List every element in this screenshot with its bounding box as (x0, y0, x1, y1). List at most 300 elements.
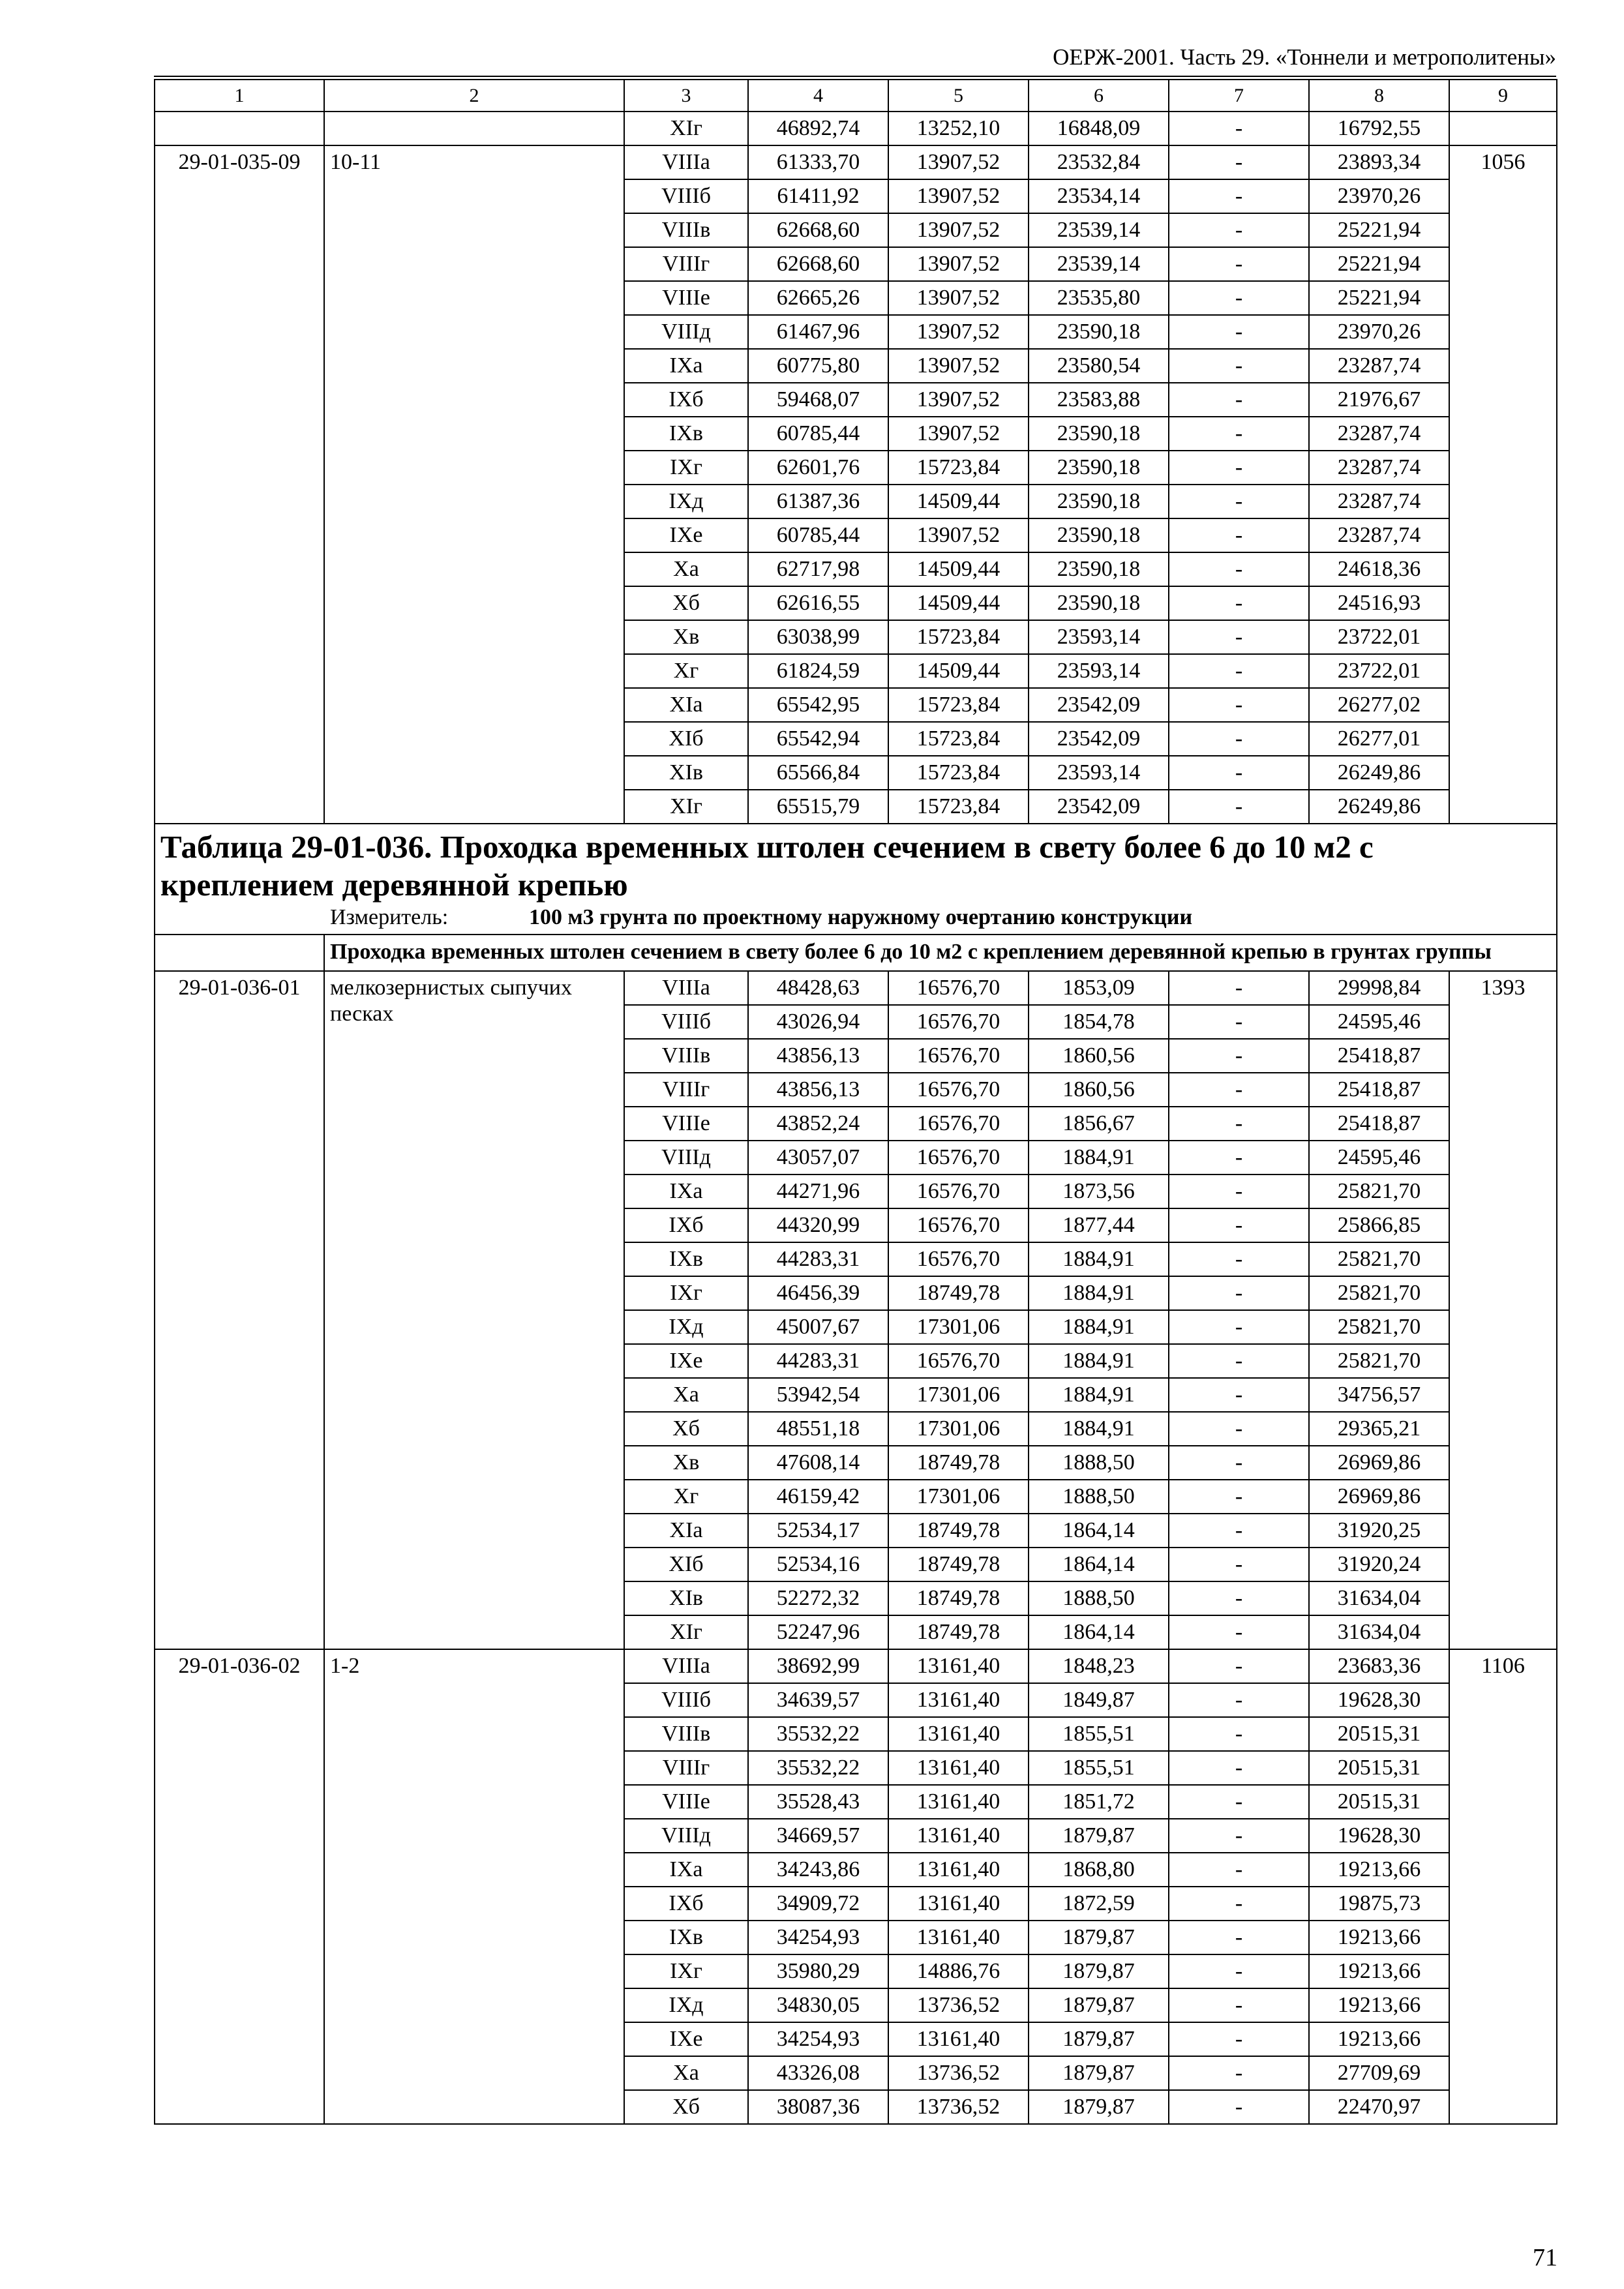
cell-c6: 23590,18 (1029, 518, 1169, 552)
cell-c8: 19213,66 (1309, 1921, 1449, 1954)
cell-c7: - (1169, 2022, 1309, 2056)
cell-c5: 13907,52 (888, 518, 1029, 552)
cell-c3: IXг (624, 1954, 748, 1988)
cell-c3: VIIIб (624, 179, 748, 213)
table-row (155, 145, 1557, 179)
cell-c5: 13907,52 (888, 247, 1029, 281)
cell-c8: 26277,01 (1309, 722, 1449, 756)
cell-c5: 18749,78 (888, 1581, 1029, 1615)
cell-c6: 1884,91 (1029, 1378, 1169, 1412)
cell-c5: 18749,78 (888, 1615, 1029, 1649)
cell-c7: - (1169, 281, 1309, 315)
cell-c6: 1879,87 (1029, 2022, 1169, 2056)
cell-c4: 34254,93 (748, 2022, 888, 2056)
cell-c7: - (1169, 1174, 1309, 1208)
cell-c8: 19213,66 (1309, 2022, 1449, 2056)
cell-c3: IXе (624, 2022, 748, 2056)
cell-c3: VIIIд (624, 1141, 748, 1174)
cell-c8: 23970,26 (1309, 179, 1449, 213)
cell-c3: VIIIб (624, 1005, 748, 1039)
cell-c5: 17301,06 (888, 1310, 1029, 1344)
cell-c6: 1860,56 (1029, 1039, 1169, 1073)
cell-c6: 23539,14 (1029, 213, 1169, 247)
cell-c4: 65515,79 (748, 790, 888, 824)
cell-c5: 13161,40 (888, 1683, 1029, 1717)
cell-c7: - (1169, 654, 1309, 688)
labor-norm: 1393 (1449, 971, 1557, 1649)
cell-c4: 43057,07 (748, 1141, 888, 1174)
cell-c7: - (1169, 722, 1309, 756)
cell-c5: 13907,52 (888, 145, 1029, 179)
cell-c8: 25866,85 (1309, 1208, 1449, 1242)
cell-c6: 1873,56 (1029, 1174, 1169, 1208)
cell-c5: 16576,70 (888, 1039, 1029, 1073)
cell-c3: VIIIд (624, 315, 748, 349)
cell-c4: 61824,59 (748, 654, 888, 688)
cell-c6: 23590,18 (1029, 485, 1169, 518)
cell-c4: 65542,94 (748, 722, 888, 756)
cell-c8: 24516,93 (1309, 586, 1449, 620)
cell-norm (1449, 112, 1557, 145)
cell-c4: 52534,16 (748, 1548, 888, 1581)
cell-c3: VIIIв (624, 1039, 748, 1073)
cell-c7: - (1169, 1141, 1309, 1174)
cell-c3: VIIIе (624, 1785, 748, 1819)
cell-c7: - (1169, 1717, 1309, 1751)
cell-c8: 19628,30 (1309, 1683, 1449, 1717)
cell-c3: Xа (624, 1378, 748, 1412)
cell-c4: 34639,57 (748, 1683, 888, 1717)
cell-c6: 1856,67 (1029, 1107, 1169, 1141)
cell-c4: 46456,39 (748, 1276, 888, 1310)
cell-c3: IXг (624, 1276, 748, 1310)
cell-c6: 1879,87 (1029, 2056, 1169, 2090)
cell-c3: VIIIг (624, 1073, 748, 1107)
cell-c7: - (1169, 315, 1309, 349)
cell-code (155, 112, 324, 145)
cell-c5: 14886,76 (888, 1954, 1029, 1988)
cell-c7: - (1169, 112, 1309, 145)
cell-c3: IXв (624, 417, 748, 451)
cell-c4: 35980,29 (748, 1954, 888, 1988)
cell-c3: IXб (624, 383, 748, 417)
cell-c3: IXв (624, 1242, 748, 1276)
rate-code: 29-01-036-01 (155, 971, 324, 1649)
cell-c4: 48551,18 (748, 1412, 888, 1446)
cell-c3: XIв (624, 1581, 748, 1615)
cell-c8: 26277,02 (1309, 688, 1449, 722)
cell-c4: 60785,44 (748, 518, 888, 552)
cell-c5: 13907,52 (888, 315, 1029, 349)
cell-c6: 1884,91 (1029, 1141, 1169, 1174)
cell-c8: 25418,87 (1309, 1039, 1449, 1073)
cell-c5: 16576,70 (888, 1242, 1029, 1276)
cell-c3: IXг (624, 451, 748, 485)
cell-c6: 1879,87 (1029, 2090, 1169, 2124)
cell-c8: 23287,74 (1309, 451, 1449, 485)
cell-c7: - (1169, 1548, 1309, 1581)
cell-c3: IXд (624, 1310, 748, 1344)
cell-c3: XIг (624, 790, 748, 824)
cell-c4: 65542,95 (748, 688, 888, 722)
cell-c7: - (1169, 620, 1309, 654)
cell-c8: 19213,66 (1309, 1988, 1449, 2022)
cell-c4: 65566,84 (748, 756, 888, 790)
cell-c7: - (1169, 552, 1309, 586)
cell-c5: 13161,40 (888, 1751, 1029, 1785)
measure-line (160, 904, 1551, 931)
cell-c7: - (1169, 1480, 1309, 1514)
cell-c7: - (1169, 2056, 1309, 2090)
cell-c6: 23542,09 (1029, 790, 1169, 824)
cell-c3: Xв (624, 620, 748, 654)
cell-c6: 23580,54 (1029, 349, 1169, 383)
table-title-cell (155, 824, 1557, 935)
cell-c6: 23590,18 (1029, 315, 1169, 349)
cell-c3: IXд (624, 485, 748, 518)
cell-c4: 34254,93 (748, 1921, 888, 1954)
cell-c4: 52534,17 (748, 1514, 888, 1548)
cell-c6: 1879,87 (1029, 1988, 1169, 2022)
column-number: 9 (1449, 80, 1557, 112)
cell-c4: 46159,42 (748, 1480, 888, 1514)
cell-c8: 25418,87 (1309, 1107, 1449, 1141)
column-number: 8 (1309, 80, 1449, 112)
cell-c3: Xг (624, 1480, 748, 1514)
cell-c3: XIв (624, 756, 748, 790)
cell-c6: 16848,09 (1029, 112, 1169, 145)
cell-c3: Xг (624, 654, 748, 688)
cell-c4: 35532,22 (748, 1717, 888, 1751)
cell-c4: 35532,22 (748, 1751, 888, 1785)
cell-c5: 16576,70 (888, 971, 1029, 1005)
cell-c6: 23535,80 (1029, 281, 1169, 315)
cell-c6: 23539,14 (1029, 247, 1169, 281)
cell-c3: XIа (624, 688, 748, 722)
cell-c5: 13161,40 (888, 1853, 1029, 1887)
cell-c4: 61467,96 (748, 315, 888, 349)
cell-c6: 23590,18 (1029, 417, 1169, 451)
cell-c6: 1879,87 (1029, 1954, 1169, 1988)
cell-c7: - (1169, 1887, 1309, 1921)
cell-c8: 23287,74 (1309, 417, 1449, 451)
cell-c5: 13907,52 (888, 383, 1029, 417)
cell-c5: 17301,06 (888, 1378, 1029, 1412)
cell-c4: 62668,60 (748, 213, 888, 247)
measure-value: 100 м3 грунта по проектному наружному очертанию конструкции (529, 905, 1193, 929)
cell-c7: - (1169, 1276, 1309, 1310)
rates-table (154, 79, 1557, 2125)
cell-c3: VIIIг (624, 1751, 748, 1785)
table-row (155, 971, 1557, 1005)
table-row (155, 112, 1557, 145)
cell-c8: 26969,86 (1309, 1480, 1449, 1514)
labor-norm: 1056 (1449, 145, 1557, 824)
cell-c6: 23532,84 (1029, 145, 1169, 179)
cell-c7: - (1169, 1853, 1309, 1887)
cell-c6: 1851,72 (1029, 1785, 1169, 1819)
cell-c8: 25821,70 (1309, 1310, 1449, 1344)
cell-c5: 13161,40 (888, 1649, 1029, 1683)
cell-c6: 1849,87 (1029, 1683, 1169, 1717)
cell-c3: VIIIе (624, 281, 748, 315)
cell-c6: 23542,09 (1029, 688, 1169, 722)
table-title: Таблица 29-01-036. Проходка временных штолен сечением в свету более 6 до 10 м2 с креплением деревянной крепью (160, 829, 1374, 903)
cell-c4: 46892,74 (748, 112, 888, 145)
cell-c3: Xв (624, 1446, 748, 1480)
cell-c7: - (1169, 179, 1309, 213)
cell-c5: 16576,70 (888, 1344, 1029, 1378)
cell-c5: 14509,44 (888, 485, 1029, 518)
cell-c8: 23287,74 (1309, 349, 1449, 383)
column-number: 5 (888, 80, 1029, 112)
cell-c7: - (1169, 451, 1309, 485)
cell-c8: 22470,97 (1309, 2090, 1449, 2124)
cell-c8: 25821,70 (1309, 1174, 1449, 1208)
cell-c4: 43856,13 (748, 1039, 888, 1073)
cell-c3: XIг (624, 112, 748, 145)
cell-c5: 15723,84 (888, 688, 1029, 722)
cell-c7: - (1169, 145, 1309, 179)
cell-c4: 52272,32 (748, 1581, 888, 1615)
cell-c3: Xа (624, 2056, 748, 2090)
cell-c3: IXа (624, 1853, 748, 1887)
cell-c3: IXе (624, 518, 748, 552)
cell-c5: 13252,10 (888, 112, 1029, 145)
cell-c5: 13907,52 (888, 417, 1029, 451)
cell-c7: - (1169, 417, 1309, 451)
measure-label: Измеритель: (330, 905, 449, 929)
cell-c4: 44283,31 (748, 1344, 888, 1378)
cell-c6: 23542,09 (1029, 722, 1169, 756)
cell-c4: 38087,36 (748, 2090, 888, 2124)
cell-c5: 13907,52 (888, 179, 1029, 213)
cell-c3: XIб (624, 1548, 748, 1581)
cell-c7: - (1169, 1819, 1309, 1853)
cell-c5: 18749,78 (888, 1276, 1029, 1310)
cell-c8: 26249,86 (1309, 790, 1449, 824)
cell-c5: 18749,78 (888, 1446, 1029, 1480)
running-header: ОЕРЖ-2001. Часть 29. «Тоннели и метрополитены» (154, 38, 1556, 77)
cell-c5: 14509,44 (888, 654, 1029, 688)
cell-c8: 26969,86 (1309, 1446, 1449, 1480)
cell-c5: 13736,52 (888, 2056, 1029, 2090)
cell-c3: VIIIа (624, 145, 748, 179)
cell-c5: 15723,84 (888, 790, 1029, 824)
table-row (155, 1649, 1557, 1683)
cell-c7: - (1169, 1615, 1309, 1649)
cell-c3: IXе (624, 1344, 748, 1378)
table-body (155, 80, 1557, 2124)
cell-c3: XIб (624, 722, 748, 756)
cell-c7: - (1169, 383, 1309, 417)
cell-c7: - (1169, 1751, 1309, 1785)
cell-c8: 24618,36 (1309, 552, 1449, 586)
cell-c4: 53942,54 (748, 1378, 888, 1412)
cell-c6: 1864,14 (1029, 1615, 1169, 1649)
cell-c8: 21976,67 (1309, 383, 1449, 417)
cell-c4: 59468,07 (748, 383, 888, 417)
cell-c7: - (1169, 1514, 1309, 1548)
cell-c7: - (1169, 1446, 1309, 1480)
cell-c3: IXд (624, 1988, 748, 2022)
cell-c8: 23683,36 (1309, 1649, 1449, 1683)
cell-c7: - (1169, 1921, 1309, 1954)
cell-c6: 1855,51 (1029, 1717, 1169, 1751)
cell-c4: 43026,94 (748, 1005, 888, 1039)
cell-c4: 43852,24 (748, 1107, 888, 1141)
rate-code: 29-01-036-02 (155, 1649, 324, 2124)
cell-c8: 20515,31 (1309, 1751, 1449, 1785)
cell-c5: 16576,70 (888, 1141, 1029, 1174)
cell-c4: 45007,67 (748, 1310, 888, 1344)
cell-c3: XIа (624, 1514, 748, 1548)
cell-c7: - (1169, 1785, 1309, 1819)
cell-c5: 15723,84 (888, 722, 1029, 756)
cell-c8: 25821,70 (1309, 1276, 1449, 1310)
cell-c4: 61333,70 (748, 145, 888, 179)
column-number: 2 (324, 80, 624, 112)
cell-c7: - (1169, 1683, 1309, 1717)
cell-c5: 16576,70 (888, 1174, 1029, 1208)
cell-c5: 13736,52 (888, 2090, 1029, 2124)
cell-c7: - (1169, 756, 1309, 790)
cell-c4: 43856,13 (748, 1073, 888, 1107)
cell-c8: 27709,69 (1309, 2056, 1449, 2090)
column-number: 4 (748, 80, 888, 112)
cell-c3: VIIIв (624, 1717, 748, 1751)
cell-c5: 14509,44 (888, 552, 1029, 586)
cell-c8: 19213,66 (1309, 1853, 1449, 1887)
cell-c5: 17301,06 (888, 1480, 1029, 1514)
column-number: 3 (624, 80, 748, 112)
cell-c7: - (1169, 518, 1309, 552)
cell-c8: 20515,31 (1309, 1717, 1449, 1751)
cell-c3: IXа (624, 1174, 748, 1208)
cell-desc (324, 112, 624, 145)
cell-c4: 63038,99 (748, 620, 888, 654)
cell-c6: 23593,14 (1029, 620, 1169, 654)
cell-c8: 23287,74 (1309, 518, 1449, 552)
cell-c7: - (1169, 349, 1309, 383)
cell-c7: - (1169, 247, 1309, 281)
cell-c6: 23590,18 (1029, 552, 1169, 586)
cell-c7: - (1169, 2090, 1309, 2124)
cell-c3: IXв (624, 1921, 748, 1954)
cell-c5: 13907,52 (888, 349, 1029, 383)
cell-c7: - (1169, 790, 1309, 824)
cell-c4: 34243,86 (748, 1853, 888, 1887)
cell-c3: VIIIе (624, 1107, 748, 1141)
cell-c6: 1884,91 (1029, 1344, 1169, 1378)
cell-c5: 13161,40 (888, 1921, 1029, 1954)
work-description: 10-11 (324, 145, 624, 824)
column-number: 6 (1029, 80, 1169, 112)
cell-c4: 34669,57 (748, 1819, 888, 1853)
cell-c6: 1855,51 (1029, 1751, 1169, 1785)
subheading-blank (155, 935, 324, 971)
cell-c5: 15723,84 (888, 620, 1029, 654)
cell-c4: 60785,44 (748, 417, 888, 451)
cell-c5: 14509,44 (888, 586, 1029, 620)
cell-c7: - (1169, 1039, 1309, 1073)
cell-c8: 23893,34 (1309, 145, 1449, 179)
cell-c7: - (1169, 1581, 1309, 1615)
cell-c8: 31920,25 (1309, 1514, 1449, 1548)
cell-c7: - (1169, 1412, 1309, 1446)
cell-c5: 13161,40 (888, 2022, 1029, 2056)
cell-c4: 62601,76 (748, 451, 888, 485)
cell-c5: 18749,78 (888, 1514, 1029, 1548)
cell-c7: - (1169, 688, 1309, 722)
cell-c8: 34756,57 (1309, 1378, 1449, 1412)
cell-c7: - (1169, 213, 1309, 247)
cell-c8: 20515,31 (1309, 1785, 1449, 1819)
cell-c4: 34830,05 (748, 1988, 888, 2022)
cell-c6: 23583,88 (1029, 383, 1169, 417)
labor-norm: 1106 (1449, 1649, 1557, 2124)
rate-code: 29-01-035-09 (155, 145, 324, 824)
cell-c7: - (1169, 1107, 1309, 1141)
cell-c6: 23593,14 (1029, 654, 1169, 688)
cell-c8: 29998,84 (1309, 971, 1449, 1005)
cell-c5: 13907,52 (888, 213, 1029, 247)
cell-c3: IXа (624, 349, 748, 383)
cell-c8: 29365,21 (1309, 1412, 1449, 1446)
cell-c8: 24595,46 (1309, 1005, 1449, 1039)
cell-c5: 16576,70 (888, 1107, 1029, 1141)
cell-c6: 1884,91 (1029, 1412, 1169, 1446)
cell-c3: IXб (624, 1887, 748, 1921)
cell-c6: 1888,50 (1029, 1480, 1169, 1514)
cell-c8: 19875,73 (1309, 1887, 1449, 1921)
cell-c8: 25418,87 (1309, 1073, 1449, 1107)
cell-c6: 1884,91 (1029, 1242, 1169, 1276)
cell-c3: IXб (624, 1208, 748, 1242)
work-description: мелкозернистых сыпучих песках (324, 971, 624, 1649)
cell-c4: 62616,55 (748, 586, 888, 620)
work-description: 1-2 (324, 1649, 624, 2124)
cell-c4: 44271,96 (748, 1174, 888, 1208)
cell-c8: 19213,66 (1309, 1954, 1449, 1988)
cell-c3: Xа (624, 552, 748, 586)
cell-c5: 13161,40 (888, 1717, 1029, 1751)
cell-c3: Xб (624, 1412, 748, 1446)
cell-c5: 13161,40 (888, 1819, 1029, 1853)
cell-c6: 1879,87 (1029, 1921, 1169, 1954)
cell-c5: 15723,84 (888, 451, 1029, 485)
page-number: 71 (1533, 2244, 1557, 2271)
cell-c5: 17301,06 (888, 1412, 1029, 1446)
column-number-row (155, 80, 1557, 112)
cell-c8: 25821,70 (1309, 1344, 1449, 1378)
cell-c8: 31634,04 (1309, 1581, 1449, 1615)
cell-c8: 23722,01 (1309, 620, 1449, 654)
cell-c8: 25821,70 (1309, 1242, 1449, 1276)
cell-c3: VIIIв (624, 213, 748, 247)
cell-c5: 13907,52 (888, 281, 1029, 315)
cell-c3: VIIIд (624, 1819, 748, 1853)
cell-c4: 34909,72 (748, 1887, 888, 1921)
cell-c6: 23534,14 (1029, 179, 1169, 213)
cell-c4: 35528,43 (748, 1785, 888, 1819)
cell-c3: Xб (624, 2090, 748, 2124)
cell-c7: - (1169, 1005, 1309, 1039)
cell-c6: 23590,18 (1029, 451, 1169, 485)
cell-c6: 1864,14 (1029, 1548, 1169, 1581)
cell-c7: - (1169, 1649, 1309, 1683)
cell-c6: 1877,44 (1029, 1208, 1169, 1242)
